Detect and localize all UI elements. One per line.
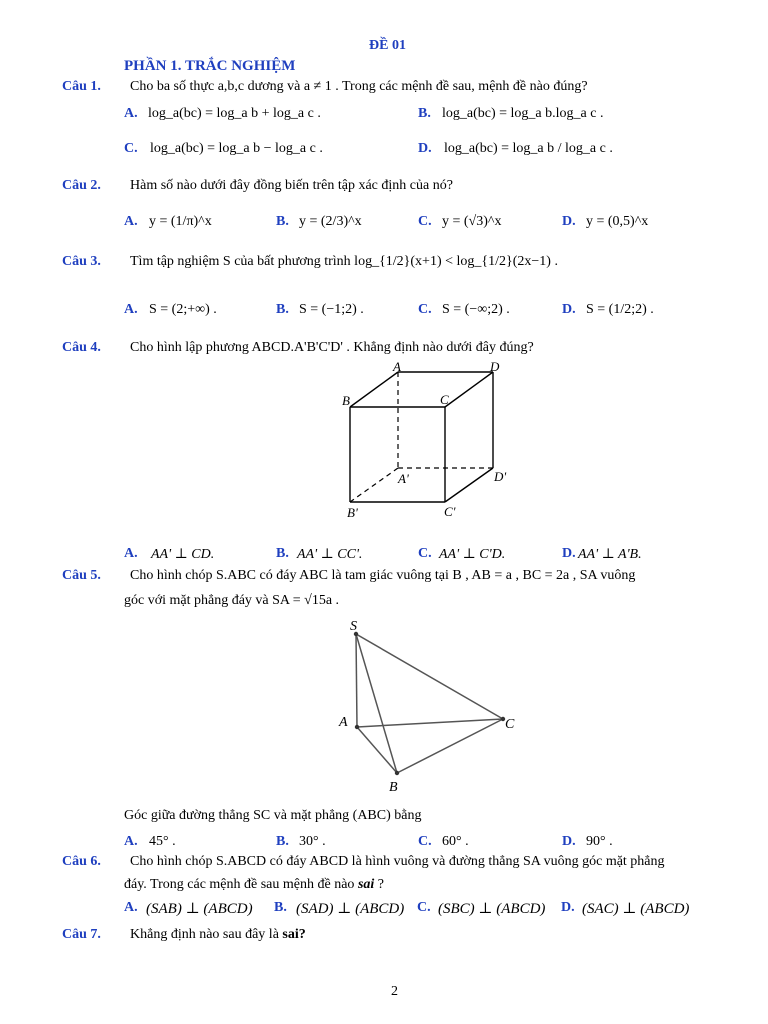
option-label-c: C. (417, 900, 431, 915)
question-text: Hàm số nào dưới đây đồng biến trên tập xác định của nó? (130, 178, 453, 193)
question-number: Câu 7. (62, 927, 101, 942)
option-c: AA' ⊥ C'D. (439, 547, 506, 562)
option-label-a: A. (124, 106, 138, 121)
option-label-c: C. (418, 546, 432, 561)
question-number: Câu 6. (62, 854, 101, 869)
option-label-d: D. (562, 546, 576, 561)
question-text-line2-end: ? (377, 877, 384, 892)
option-a: 45° . (149, 834, 176, 849)
option-label-a: A. (124, 546, 138, 561)
option-a: (SAB) ⊥ (ABCD) (146, 901, 253, 917)
option-b: y = (2/3)^x (299, 214, 362, 229)
vertex-label-s: S (350, 619, 357, 634)
option-d: 90° . (586, 834, 613, 849)
question-text-line1: Cho hình chóp S.ABC có đáy ABC là tam giác vuông tại B , AB = a , BC = 2a , SA vuông (130, 568, 636, 583)
option-b: 30° . (299, 834, 326, 849)
vertex-label-b-prime: B' (347, 505, 358, 520)
vertex-label-a-prime: A' (398, 471, 409, 486)
option-label-c: C. (124, 141, 138, 156)
option-d: y = (0,5)^x (586, 214, 649, 229)
option-label-d: D. (562, 214, 576, 229)
vertex-label-c: C (440, 392, 449, 407)
vertex-label-a: A (339, 715, 348, 730)
option-c: log_a(bc) = log_a b − log_a c . (150, 141, 323, 156)
option-label-d: D. (562, 302, 576, 317)
vertex-label-c: C (505, 717, 515, 732)
question-text-line2: góc với mặt phẳng đáy và SA = √15a . (124, 593, 340, 608)
option-label-d: D. (562, 834, 576, 849)
option-b: AA' ⊥ CC'. (297, 547, 363, 562)
question-text: Cho ba số thực a,b,c dương và a ≠ 1 . Trong các mệnh đề sau, mệnh đề nào đúng? (130, 79, 588, 94)
question-number: Câu 5. (62, 568, 101, 583)
question-number: Câu 4. (62, 340, 101, 355)
option-label-a: A. (124, 302, 138, 317)
option-label-d: D. (418, 141, 432, 156)
option-d: S = (1/2;2) . (586, 302, 654, 317)
vertex-label-a: A (393, 359, 401, 374)
option-c: y = (√3)^x (442, 214, 502, 229)
question-text-line2-main: đáy. Trong các mệnh đề sau mệnh đề nào (124, 877, 355, 892)
option-label-a: A. (124, 834, 138, 849)
option-label-b: B. (276, 214, 289, 229)
option-label-b: B. (418, 106, 431, 121)
page-number: 2 (391, 984, 398, 999)
option-c: S = (−∞;2) . (442, 302, 510, 317)
option-label-c: C. (418, 834, 432, 849)
option-d: log_a(bc) = log_a b / log_a c . (444, 141, 613, 156)
option-label-b: B. (276, 302, 289, 317)
option-label-d: D. (561, 900, 575, 915)
option-c: 60° . (442, 834, 469, 849)
option-d: AA' ⊥ A'B. (578, 547, 642, 562)
question-text-line1: Cho hình chóp S.ABCD có đáy ABCD là hình vuông và đường thẳng SA vuông góc mặt phẳng (130, 854, 665, 869)
option-a: log_a(bc) = log_a b + log_a c . (148, 106, 321, 121)
exam-code: ĐỀ 01 (369, 38, 406, 53)
question-text-line3: Góc giữa đường thẳng SC và mặt phẳng (ABC) bằng (124, 808, 422, 823)
vertex-label-b: B (342, 393, 350, 408)
emphasis-wrong: sai (357, 877, 375, 892)
question-text: Cho hình lập phương ABCD.A'B'C'D' . Khẳng định nào dưới đây đúng? (130, 340, 534, 355)
vertex-label-c-prime: C' (444, 504, 456, 519)
option-a: y = (1/π)^x (149, 214, 212, 229)
question-number: Câu 3. (62, 254, 101, 269)
option-a: S = (2;+∞) . (149, 302, 217, 317)
option-b: (SAD) ⊥ (ABCD) (296, 901, 405, 917)
option-label-b: B. (276, 834, 289, 849)
option-label-c: C. (418, 302, 432, 317)
option-b: S = (−1;2) . (299, 302, 364, 317)
option-label-a: A. (124, 214, 138, 229)
vertex-label-d-prime: D' (494, 469, 507, 484)
option-label-b: B. (276, 546, 289, 561)
emphasis-false: sai? (282, 927, 306, 942)
option-c: (SBC) ⊥ (ABCD) (438, 901, 546, 917)
option-label-a: A. (124, 900, 138, 915)
question-text-line2 (124, 877, 384, 893)
option-d: (SAC) ⊥ (ABCD) (582, 901, 690, 917)
question-text (130, 927, 306, 943)
question-text: Tìm tập nghiệm S của bất phương trình log_{1/2}(x+1) < log_{1/2}(2x−1) . (130, 254, 558, 269)
cube-figure (330, 358, 530, 528)
option-a: AA' ⊥ CD. (151, 547, 215, 562)
vertex-label-b: B (389, 780, 398, 795)
question-number: Câu 2. (62, 178, 101, 193)
option-label-c: C. (418, 214, 432, 229)
question-number: Câu 1. (62, 79, 101, 94)
option-label-b: B. (274, 900, 287, 915)
option-b: log_a(bc) = log_a b.log_a c . (442, 106, 604, 121)
question-text-main: Khẳng định nào sau đây là (130, 927, 279, 942)
vertex-label-d: D (490, 359, 500, 374)
pyramid-figure (332, 614, 532, 796)
section-title: PHẦN 1. TRẮC NGHIỆM (124, 58, 296, 74)
